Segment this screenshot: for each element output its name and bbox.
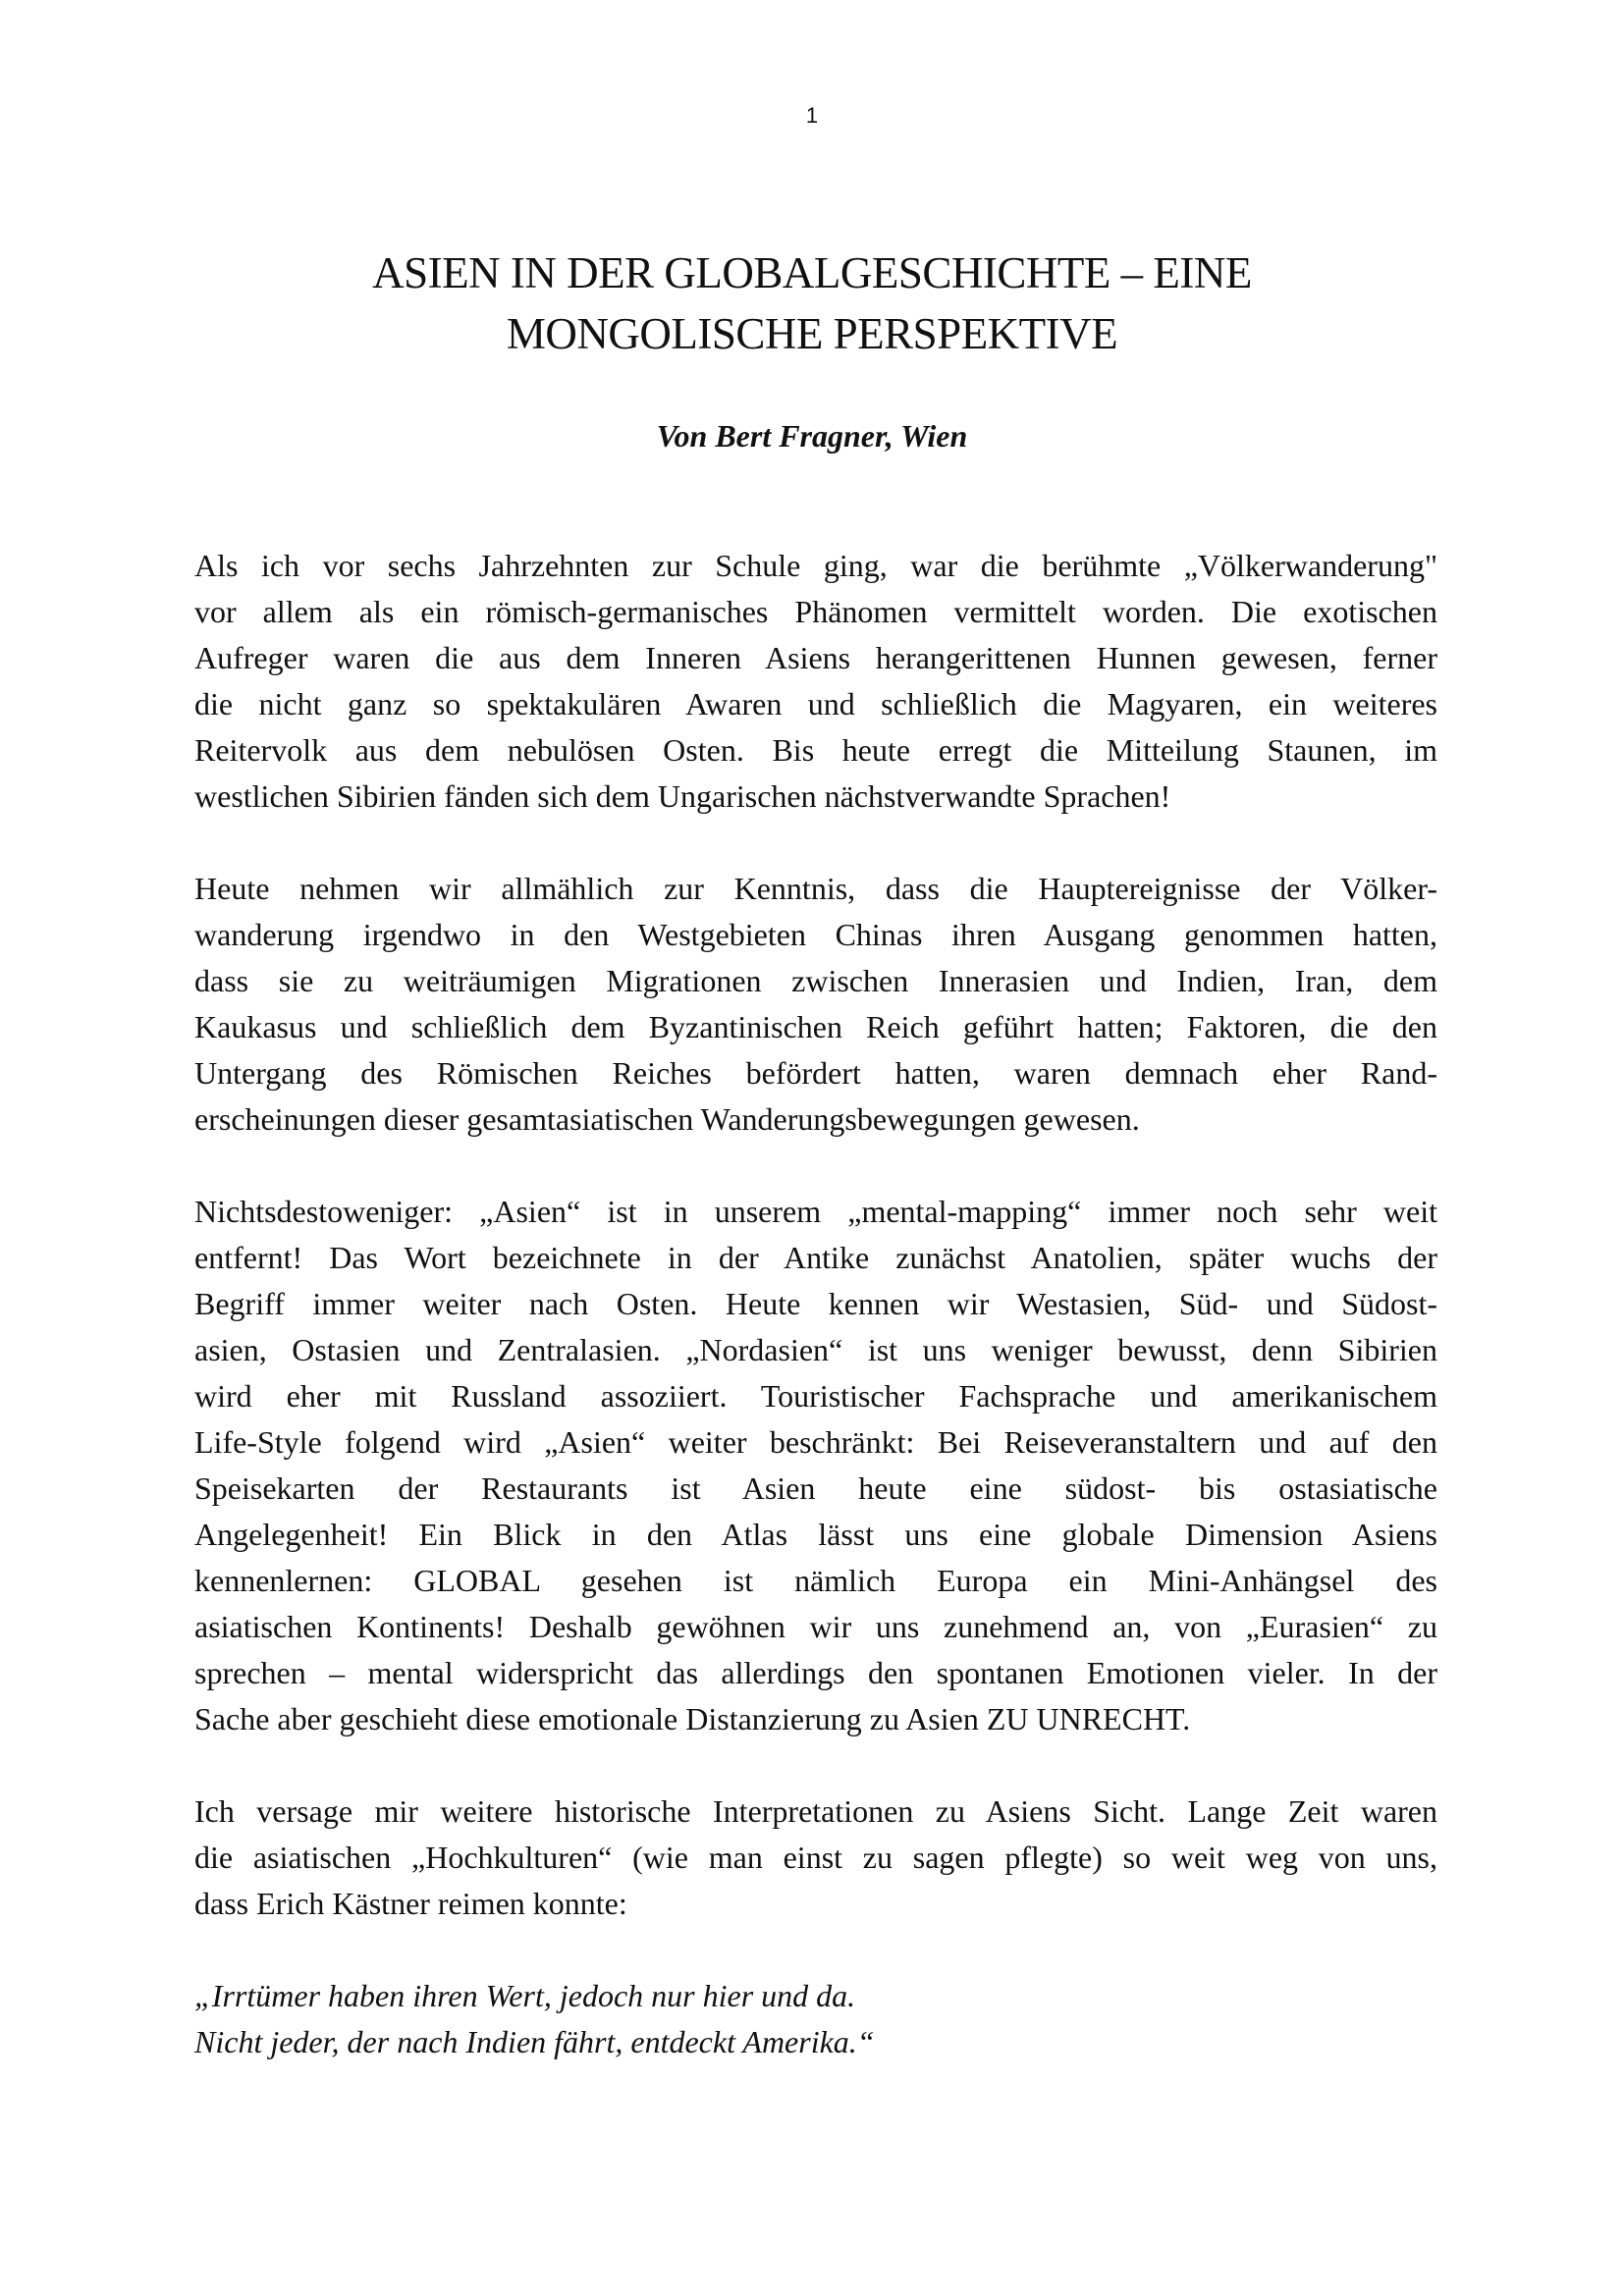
document-body <box>194 543 1437 2065</box>
text-line: dass sie zu weiträumigen Migrationen zwischen Innerasien und Indien, Iran, dem <box>194 963 1437 998</box>
text-line: Nichtsdestoweniger: „Asien“ ist in unserem „mental-mapping“ immer noch sehr weit <box>194 1194 1437 1229</box>
text-line: Als ich vor sechs Jahrzehnten zur Schule ging, war die berühmte „Völkerwanderung" <box>194 548 1437 583</box>
text-line: westlichen Sibirien fänden sich dem Ungarischen nächstverwandte Sprachen! <box>194 778 1171 814</box>
text-line: Heute nehmen wir allmählich zur Kenntnis, dass die Hauptereignisse der Völker- <box>194 871 1437 906</box>
text-line: Life-Style folgend wird „Asien“ weiter beschränkt: Bei Reiseveranstaltern und auf den <box>194 1424 1437 1460</box>
title-line-2: MONGOLISCHE PERSPEKTIVE <box>506 309 1118 358</box>
text-line: erscheinungen dieser gesamtasiatischen Wanderungsbewegungen gewesen. <box>194 1101 1140 1137</box>
text-line: Reitervolk aus dem nebulösen Osten. Bis heute erregt die Mitteilung Staunen, im <box>194 732 1437 768</box>
paragraph-4 <box>194 1789 1437 1927</box>
text-line: Begriff immer weiter nach Osten. Heute kennen wir Westasien, Süd- und Südost- <box>194 1286 1437 1321</box>
text-line: die asiatischen „Hochkulturen“ (wie man einst zu sagen pflegte) so weit weg von uns, <box>194 1840 1437 1875</box>
kaestner-quote <box>194 1973 1437 2065</box>
text-line: Kaukasus und schließlich dem Byzantinischen Reich geführt hatten; Faktoren, die den <box>194 1009 1437 1044</box>
text-line: sprechen – mental widerspricht das allerdings den spontanen Emotionen vieler. In der <box>194 1655 1437 1690</box>
paragraph-2 <box>194 866 1437 1143</box>
text-line: asiatischen Kontinents! Deshalb gewöhnen wir uns zunehmend an, von „Eurasien“ zu <box>194 1609 1437 1644</box>
author-byline: Von Bert Fragner, Wien <box>656 418 968 454</box>
text-line: Untergang des Römischen Reiches befördert hatten, waren demnach eher Rand- <box>194 1055 1437 1091</box>
text-line: Speisekarten der Restaurants ist Asien heute eine südost- bis ostasiatische <box>194 1470 1437 1506</box>
title-line-1: ASIEN IN DER GLOBALGESCHICHTE – EINE <box>372 248 1252 297</box>
text-line: Aufreger waren die aus dem Inneren Asiens herangerittenen Hunnen gewesen, ferner <box>194 640 1437 675</box>
page-number: 1 <box>805 103 819 128</box>
text-line: dass Erich Kästner reimen konnte: <box>194 1886 627 1921</box>
text-line: wird eher mit Russland assoziiert. Touristischer Fachsprache und amerikanischem <box>194 1378 1437 1414</box>
text-line: entfernt! Das Wort bezeichnete in der Antike zunächst Anatolien, später wuchs der <box>194 1240 1437 1275</box>
text-line: vor allem als ein römisch-germanisches Phänomen vermittelt worden. Die exotischen <box>194 594 1437 629</box>
text-line: wanderung irgendwo in den Westgebieten Chinas ihren Ausgang genommen hatten, <box>194 917 1437 952</box>
quote-line-2: Nicht jeder, der nach Indien fährt, entdeckt Amerika.“ <box>194 2024 875 2059</box>
text-line: kennenlernen: GLOBAL gesehen ist nämlich Europa ein Mini-Anhängsel des <box>194 1563 1437 1598</box>
text-line: asien, Ostasien und Zentralasien. „Nordasien“ ist uns weniger bewusst, denn Sibirien <box>194 1332 1437 1367</box>
text-line: Ich versage mir weitere historische Interpretationen zu Asiens Sicht. Lange Zeit waren <box>194 1793 1437 1829</box>
paragraph-3 <box>194 1189 1437 1742</box>
document-title <box>226 242 1398 364</box>
paragraph-1 <box>194 543 1437 820</box>
text-line: Sache aber geschieht diese emotionale Distanzierung zu Asien ZU UNRECHT. <box>194 1701 1191 1736</box>
quote-line-1: „Irrtümer haben ihren Wert, jedoch nur hier und da. <box>194 1978 856 2013</box>
text-line: Angelegenheit! Ein Blick in den Atlas lässt uns eine globale Dimension Asiens <box>194 1517 1437 1552</box>
text-line: die nicht ganz so spektakulären Awaren und schließlich die Magyaren, ein weiteres <box>194 686 1437 721</box>
